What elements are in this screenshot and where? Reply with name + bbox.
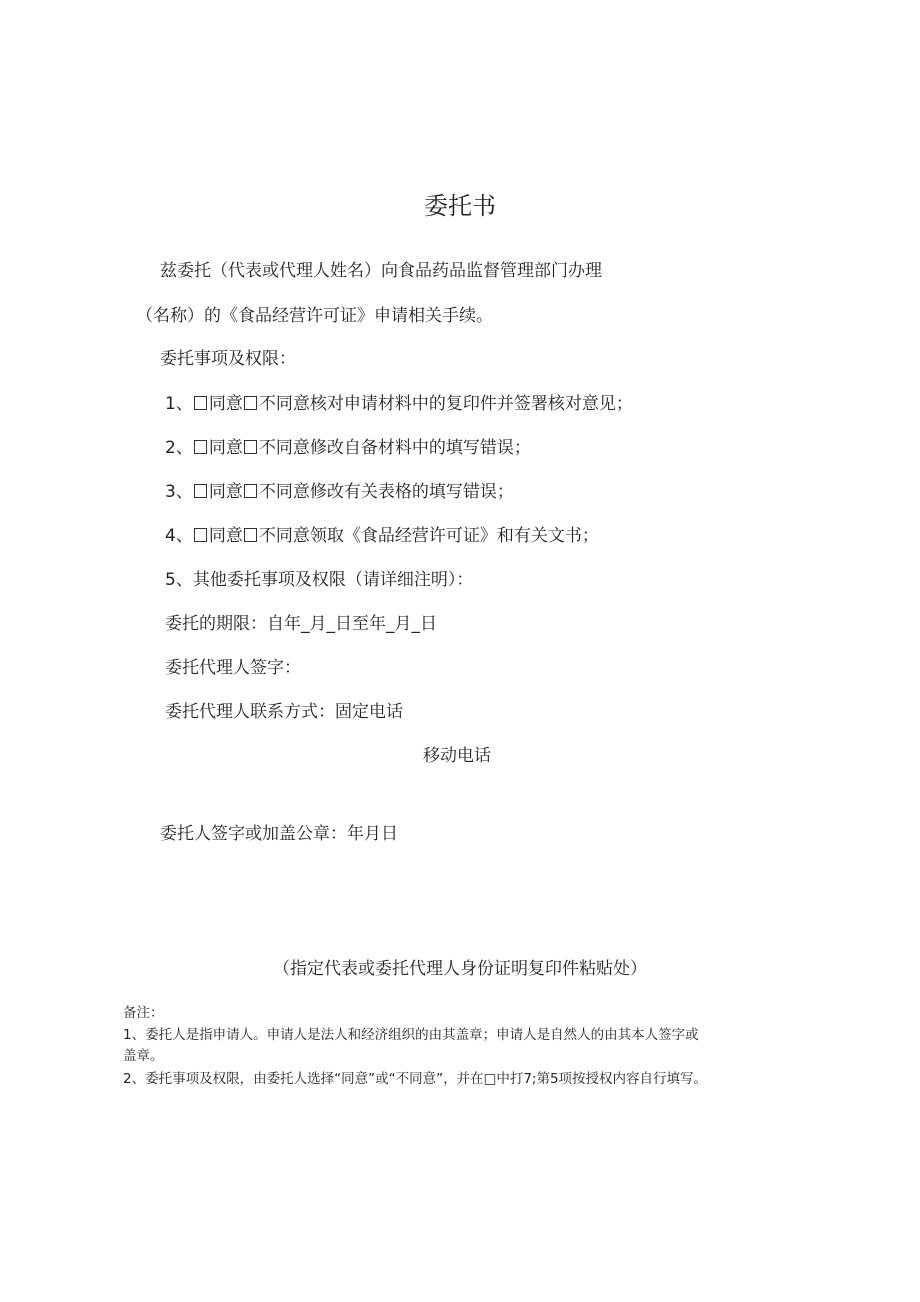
- mobile-phone-label: 移动电话: [423, 746, 491, 766]
- agree-label: 同意: [208, 394, 243, 414]
- intro-line-1: 兹委托（代表或代理人姓名）向食品药品监督管理部门办理: [160, 261, 602, 281]
- checkbox-agree: [194, 484, 207, 498]
- item-text: 修改自备材料中的填写错误；: [309, 438, 531, 458]
- item-number: 1、: [165, 394, 193, 414]
- agent-contact: 委托代理人联系方式：固定电话: [165, 702, 403, 722]
- agree-label: 同意: [208, 438, 243, 458]
- item-number: 3、: [165, 482, 193, 502]
- item-text: 领取《食品经营许可证》和有关文书；: [309, 526, 599, 546]
- checkbox-agree: [194, 528, 207, 542]
- notes-heading: 备注：: [123, 1005, 164, 1021]
- id-copy-area-label: （指定代表或委托代理人身份证明复印件粘贴处）: [273, 959, 647, 979]
- agree-label: 同意: [208, 526, 243, 546]
- scope-item-2: [165, 438, 531, 458]
- item-number: 4、: [165, 526, 193, 546]
- scope-item-3: [165, 482, 514, 502]
- disagree-label: 不同意: [258, 482, 310, 502]
- agree-label: 同意: [208, 482, 243, 502]
- checkbox-disagree: [244, 396, 257, 410]
- delegation-period: 委托的期限：自年_月_日至年_月_日: [165, 614, 437, 634]
- disagree-label: 不同意: [258, 394, 310, 414]
- checkbox-disagree: [244, 528, 257, 542]
- note-2: 2、委托事项及权限，由委托人选择“同意”或“不同意”，并在□中打7;第5项按授权内容自行填写。: [123, 1071, 708, 1087]
- scope-item-4: [165, 526, 599, 546]
- scope-item-5: 5、其他委托事项及权限（请详细注明）：: [165, 570, 474, 590]
- item-text: 核对申请材料中的复印件并签署核对意见；: [309, 394, 633, 414]
- checkbox-agree: [194, 440, 207, 454]
- disagree-label: 不同意: [258, 438, 310, 458]
- scope-heading: 委托事项及权限：: [160, 349, 296, 369]
- intro-line-2: （名称）的《食品经营许可证》申请相关手续。: [136, 306, 493, 326]
- checkbox-agree: [194, 396, 207, 410]
- checkbox-disagree: [244, 484, 257, 498]
- note-1-continued: 盖章。: [123, 1048, 164, 1064]
- document-title: 委托书: [424, 192, 496, 220]
- item-number: 2、: [165, 438, 193, 458]
- disagree-label: 不同意: [258, 526, 310, 546]
- item-text: 修改有关表格的填写错误；: [309, 482, 514, 502]
- principal-signature: 委托人签字或加盖公章：年月日: [160, 824, 398, 844]
- checkbox-disagree: [244, 440, 257, 454]
- scope-item-1: [165, 394, 633, 414]
- agent-signature: 委托代理人签字：: [165, 658, 301, 678]
- note-1: 1、委托人是指申请人。申请人是法人和经济组织的由其盖章；申请人是自然人的由其本人签字或: [123, 1027, 699, 1043]
